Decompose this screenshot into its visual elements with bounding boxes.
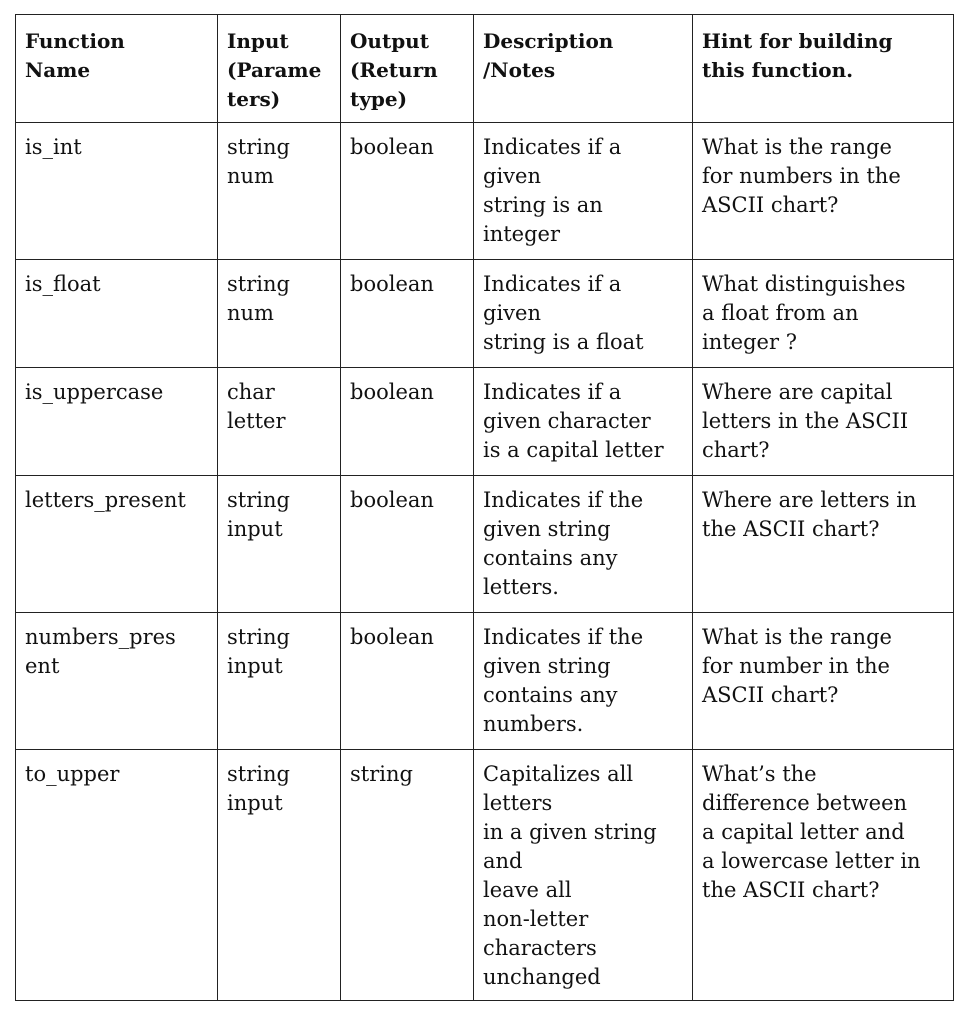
cell-hint: What is the range for number in the ASCII chart? [693,613,954,750]
cell-input: string num [218,260,341,368]
cell-hint: Where are capital letters in the ASCII chart? [693,368,954,476]
cell-description: Indicates if a given character is a capital letter [474,368,693,476]
cell-input: string input [218,750,341,1001]
cell-function-name: is_uppercase [16,368,218,476]
function-table [15,14,954,1001]
cell-function-name: to_upper [16,750,218,1001]
cell-output: string [341,750,474,1001]
cell-input: char letter [218,368,341,476]
cell-function-name: letters_present [16,476,218,613]
cell-input: string input [218,476,341,613]
cell-description: Indicates if the given string contains any numbers. [474,613,693,750]
header-hint: Hint for building this function. [693,15,954,123]
cell-output: boolean [341,260,474,368]
cell-output: boolean [341,123,474,260]
cell-description: Indicates if a given string is a float [474,260,693,368]
cell-hint: What’s the difference between a capital letter and a lowercase letter in the ASCII chart? [693,750,954,1001]
header-description: Description /Notes [474,15,693,123]
cell-input: string num [218,123,341,260]
cell-description: Indicates if the given string contains any letters. [474,476,693,613]
cell-output: boolean [341,368,474,476]
cell-description: Capitalizes all letters in a given string and leave all non-letter characters unchanged [474,750,693,1001]
header-input: Input (Parame ters) [218,15,341,123]
cell-function-name: numbers_pres ent [16,613,218,750]
cell-output: boolean [341,613,474,750]
cell-hint: What distinguishes a float from an integer ? [693,260,954,368]
cell-hint: What is the range for numbers in the ASCII chart? [693,123,954,260]
cell-function-name: is_int [16,123,218,260]
header-output: Output (Return type) [341,15,474,123]
table-row [16,260,954,368]
cell-function-name: is_float [16,260,218,368]
table-header-row [16,15,954,123]
cell-hint: Where are letters in the ASCII chart? [693,476,954,613]
cell-description: Indicates if a given string is an integer [474,123,693,260]
table-row [16,123,954,260]
cell-input: string input [218,613,341,750]
cell-output: boolean [341,476,474,613]
header-function-name: Function Name [16,15,218,123]
table-row [16,750,954,1001]
table-row [16,368,954,476]
table-row [16,613,954,750]
table-row [16,476,954,613]
